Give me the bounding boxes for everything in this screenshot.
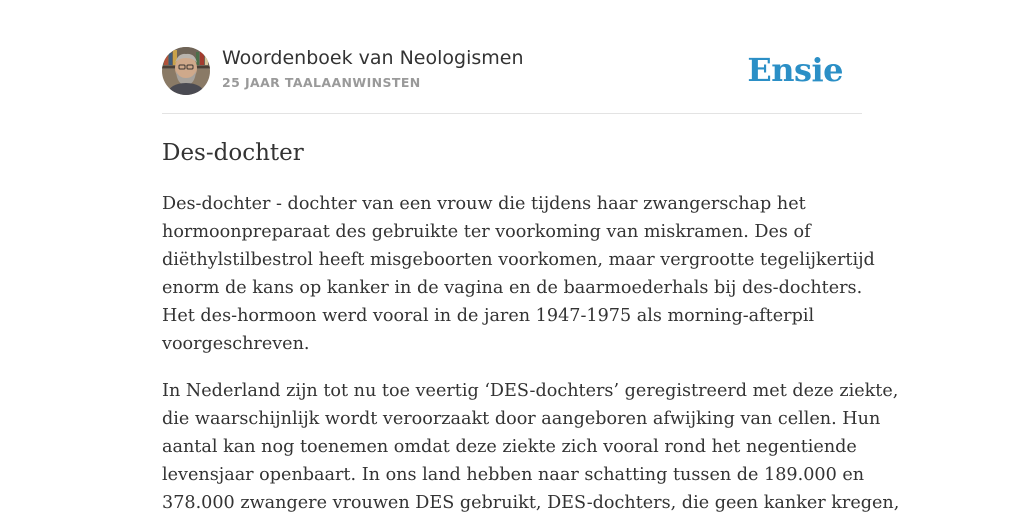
paragraph-line: hormoonpreparaat des gebruikte ter voorkoming van miskramen. Des of — [162, 222, 811, 242]
site-title[interactable]: Woordenboek van Neologismen — [222, 47, 524, 69]
paragraph-line: diëthylstilbestrol heeft misgeboorten voorkomen, maar vergrootte tegelijkertijd — [162, 250, 875, 270]
paragraph-line: Het des-hormoon werd vooral in de jaren 1947-1975 als morning-afterpil — [162, 306, 815, 326]
paragraph-line: voorgeschreven. — [162, 334, 310, 354]
author-avatar[interactable] — [162, 47, 210, 95]
article-paragraph — [162, 377, 900, 512]
paragraph-line: Des-dochter - dochter van een vrouw die tijdens haar zwangerschap het — [162, 194, 806, 214]
site-header — [162, 46, 862, 96]
article-title: Des-dochter — [162, 140, 304, 166]
site-subtitle: 25 JAAR TAALAANWINSTEN — [222, 75, 421, 90]
paragraph-line: enorm de kans op kanker in de vagina en de baarmoederhals bij des-dochters. — [162, 278, 863, 298]
paragraph-line: In Nederland zijn tot nu toe veertig ‘DES-dochters’ geregistreerd met deze ziekte, — [162, 381, 899, 401]
paragraph-line: aantal kan nog toenemen omdat deze ziekte zich vooral rond het negentiende — [162, 437, 857, 457]
paragraph-line: 378.000 zwangere vrouwen DES gebruikt, DES-dochters, die geen kanker kregen, — [162, 493, 900, 512]
header-divider — [162, 113, 862, 114]
article-body — [162, 190, 900, 512]
ensie-logo[interactable]: Ensie — [747, 51, 843, 89]
avatar-image — [162, 47, 210, 95]
paragraph-line: die waarschijnlijk wordt veroorzaakt door aangeboren afwijking van cellen. Hun — [162, 409, 881, 429]
article-paragraph — [162, 190, 875, 358]
paragraph-line: levensjaar openbaart. In ons land hebben naar schatting tussen de 189.000 en — [162, 465, 865, 485]
